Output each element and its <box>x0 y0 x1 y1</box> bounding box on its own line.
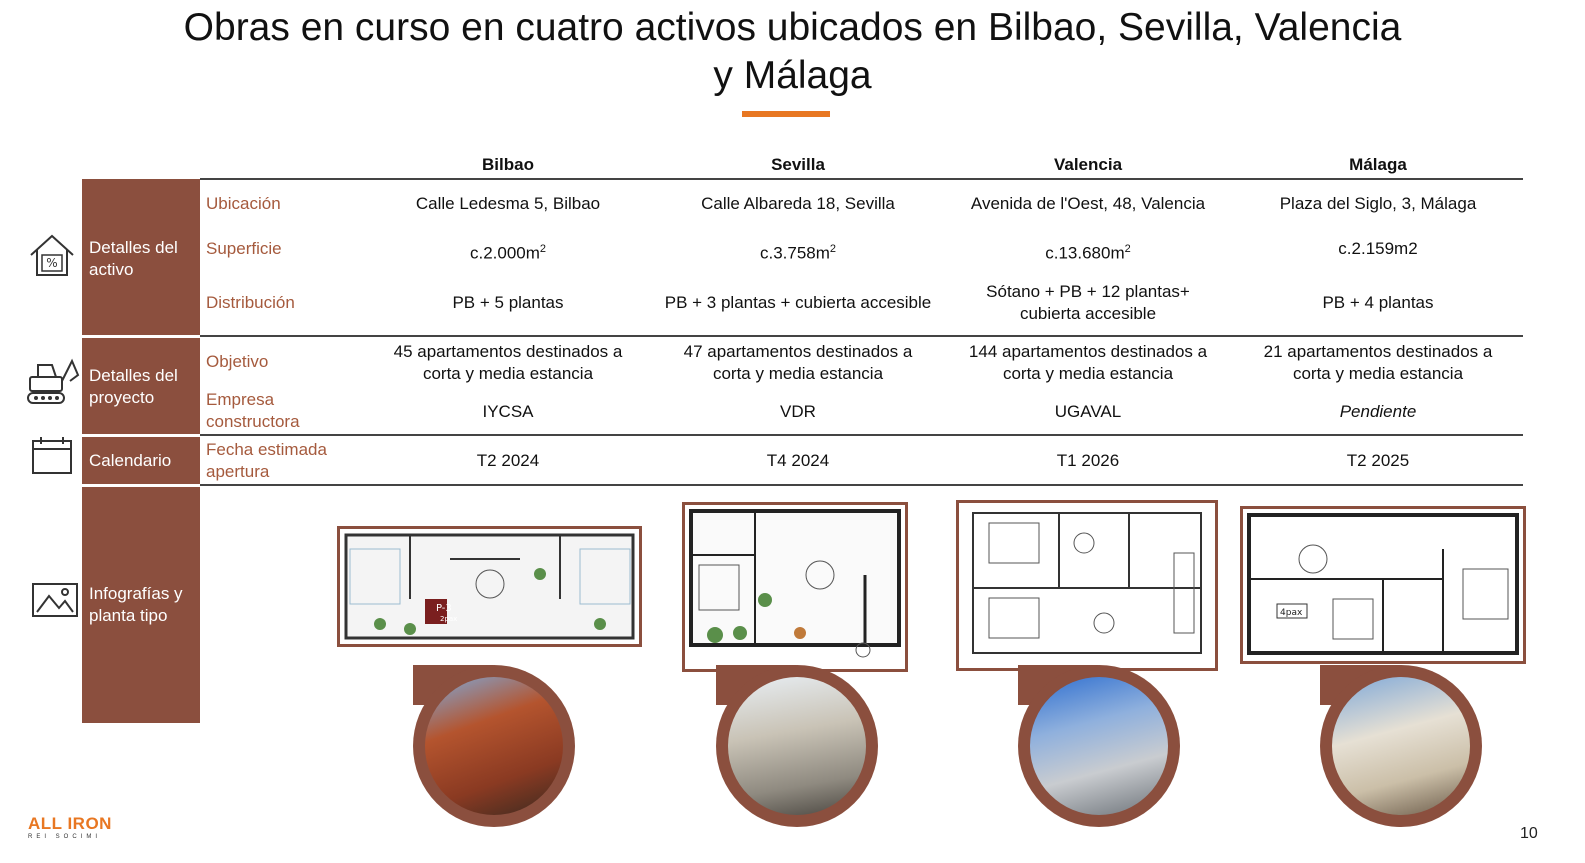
cell-empresa-valencia: UGAVAL <box>1054 402 1122 421</box>
cell-ubicacion-valencia: Avenida de l'Oest, 48, Valencia <box>970 194 1206 213</box>
floor-plan-bilbao-drawing <box>340 529 639 644</box>
row-label-superficie: Superficie <box>206 239 282 258</box>
table-rule-2 <box>200 434 1523 436</box>
photo-bilbao <box>413 665 575 827</box>
cell-ubicacion-malaga: Plaza del Siglo, 3, Málaga <box>1279 194 1477 213</box>
title-line-1: Obras en curso en cuatro activos ubicados en Bilbao, Sevilla, Valencia <box>183 6 1402 49</box>
page-number: 10 <box>1520 825 1538 842</box>
column-header-malaga: Málaga <box>1349 155 1407 174</box>
cell-fecha-malaga: T2 2025 <box>1346 451 1410 470</box>
cell-objetivo-malaga: 21 apartamentos destinados a corta y media estancia <box>1263 342 1493 383</box>
table-rule-1 <box>200 335 1523 337</box>
house-percent-icon <box>28 233 76 279</box>
section-label-infografias: Infografías y planta tipo <box>89 584 183 625</box>
svg-text:%: % <box>46 256 58 270</box>
building-photo-sevilla <box>728 677 866 815</box>
photo-malaga <box>1320 665 1482 827</box>
cell-ubicacion-bilbao: Calle Ledesma 5, Bilbao <box>415 194 601 213</box>
column-header-bilbao: Bilbao <box>482 155 534 174</box>
superficie-exponent: 2 <box>829 243 837 255</box>
column-header-sevilla: Sevilla <box>771 155 825 174</box>
photo-sevilla <box>716 665 878 827</box>
floor-plan-sevilla <box>682 502 908 672</box>
cell-superficie-sevilla <box>653 238 943 265</box>
row-label-empresa: Empresa constructora <box>206 390 300 431</box>
floor-plan-bilbao <box>337 526 642 647</box>
building-photo-valencia <box>1030 677 1168 815</box>
cell-distribucion-valencia: Sótano + PB + 12 plantas+ cubierta accesible <box>986 282 1190 323</box>
cell-objetivo-valencia: 144 apartamentos destinados a corta y media estancia <box>968 342 1208 383</box>
superficie-exponent: 2 <box>1124 243 1131 255</box>
cell-superficie-malaga: c.2.159m2 <box>1338 239 1418 258</box>
row-label-distribucion: Distribución <box>206 293 295 312</box>
section-label-proyecto: Detalles del proyecto <box>89 366 178 407</box>
floor-plan-sevilla-drawing <box>685 505 905 669</box>
table-rule-3 <box>200 484 1523 486</box>
cell-fecha-sevilla: T4 2024 <box>766 451 830 470</box>
column-header-valencia: Valencia <box>1053 155 1123 174</box>
superficie-value: c.3.758m <box>759 243 830 263</box>
row-label-fecha: Fecha estimada apertura <box>206 440 327 481</box>
floor-plan-valencia-drawing <box>959 503 1215 668</box>
cell-superficie-bilbao <box>363 238 653 265</box>
cell-objetivo-sevilla: 47 apartamentos destinados a corta y media estancia <box>683 342 913 383</box>
image-icon <box>31 582 79 618</box>
calendar-icon <box>31 437 73 475</box>
building-photo-bilbao <box>425 677 563 815</box>
cell-distribucion-sevilla: PB + 3 plantas + cubierta accesible <box>664 293 932 312</box>
row-label-ubicacion: Ubicación <box>206 194 281 213</box>
cell-superficie-valencia <box>943 238 1233 265</box>
building-photo-malaga <box>1332 677 1470 815</box>
floor-plan-valencia <box>956 500 1218 671</box>
section-label-calendario: Calendario <box>89 451 172 470</box>
logo-sub: REI SOCIMI <box>28 834 102 840</box>
cell-distribucion-malaga: PB + 4 plantas <box>1322 293 1434 312</box>
title-line-2: y Málaga <box>713 54 872 97</box>
superficie-value: c.2.000m <box>469 243 540 263</box>
floor-plan-malaga <box>1240 506 1526 664</box>
table-rule-top <box>200 178 1523 180</box>
floor-plan-malaga-drawing <box>1243 509 1523 661</box>
excavator-icon <box>26 355 82 407</box>
superficie-exponent: 2 <box>539 243 547 255</box>
cell-fecha-bilbao: T2 2024 <box>476 451 540 470</box>
plan-pax-label: 4pax <box>1280 608 1303 618</box>
plan-room-label: P-3 <box>436 603 452 614</box>
row-label-objetivo: Objetivo <box>206 352 269 371</box>
section-label-activo: Detalles del activo <box>89 238 178 279</box>
logo-main: ALL IRON <box>28 814 112 833</box>
company-logo <box>28 814 112 840</box>
cell-empresa-bilbao: IYCSA <box>482 402 534 421</box>
cell-fecha-valencia: T1 2026 <box>1056 451 1120 470</box>
cell-empresa-malaga: Pendiente <box>1339 402 1417 421</box>
superficie-value: c.13.680m <box>1045 243 1125 263</box>
photo-valencia <box>1018 665 1180 827</box>
cell-distribucion-bilbao: PB + 5 plantas <box>452 293 564 312</box>
title-underline <box>742 111 830 117</box>
cell-ubicacion-sevilla: Calle Albareda 18, Sevilla <box>701 194 895 213</box>
page-title <box>0 4 1585 100</box>
cell-empresa-sevilla: VDR <box>780 402 816 421</box>
cell-objetivo-bilbao: 45 apartamentos destinados a corta y media estancia <box>393 342 623 383</box>
plan-pax-label: 2pax <box>440 615 458 623</box>
